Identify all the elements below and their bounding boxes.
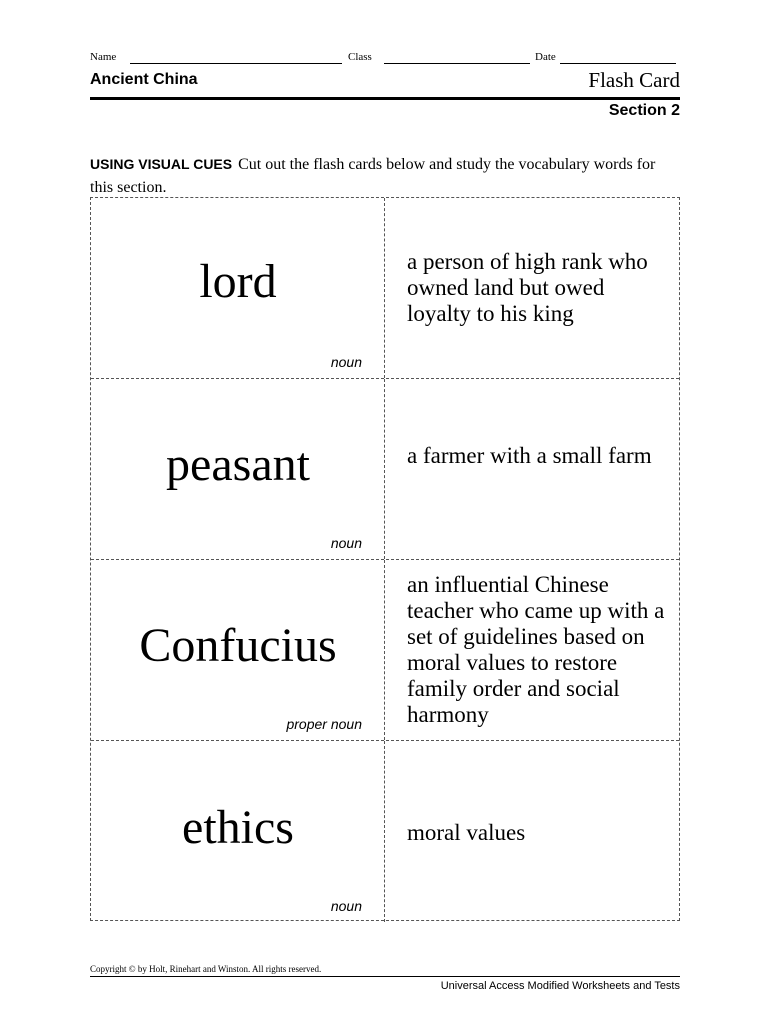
card-back: [385, 379, 679, 559]
card-part-of-speech: noun: [330, 898, 362, 914]
card-definition: an influential Chinese teacher who came up with a set of guidelines based on moral values to restore family order and social harmony: [407, 572, 665, 727]
flash-card-row: [91, 560, 679, 741]
unit-title: Ancient China: [90, 71, 198, 88]
card-term: Confucius: [139, 619, 337, 672]
sheet-type: Flash Card: [588, 68, 680, 92]
header-rule: [90, 97, 680, 100]
card-front: [91, 560, 385, 740]
card-part-of-speech: proper noun: [286, 716, 362, 732]
flash-card-row: [91, 379, 679, 560]
card-definition: a person of high rank who owned land but owed loyalty to his king: [407, 249, 648, 326]
card-back: [385, 741, 679, 922]
instructions-text: Cut out the flash cards below and study the vocabulary words for this section.: [90, 156, 656, 196]
book-title: Universal Access Modified Worksheets and Tests: [440, 980, 680, 992]
card-definition: moral values: [407, 820, 526, 845]
class-label: Class: [348, 51, 372, 63]
card-front: [91, 379, 385, 559]
flash-card-row: [91, 198, 679, 379]
flash-card-grid: [90, 197, 680, 921]
card-front: [91, 741, 385, 922]
instructions: [90, 153, 680, 199]
section-label: Section 2: [608, 102, 680, 119]
title-row: [90, 68, 680, 94]
card-part-of-speech: noun: [330, 354, 362, 370]
card-term: peasant: [166, 438, 310, 491]
flash-card-row: [91, 741, 679, 922]
name-blank: [130, 63, 342, 64]
instructions-cue: USING VISUAL CUES: [90, 156, 233, 172]
card-term: ethics: [182, 801, 294, 854]
card-front: [91, 198, 385, 378]
date-blank: [560, 63, 676, 64]
copyright-notice: Copyright © by Holt, Rinehart and Winston. All rights reserved.: [90, 964, 322, 974]
card-back: [385, 560, 679, 740]
card-term: lord: [199, 255, 277, 308]
footer-rule: [90, 976, 680, 977]
card-part-of-speech: noun: [330, 535, 362, 551]
card-back: [385, 198, 679, 378]
name-label: Name: [90, 51, 117, 63]
date-label: Date: [535, 51, 556, 63]
card-definition: a farmer with a small farm: [407, 443, 652, 468]
student-info-line: [90, 51, 680, 67]
class-blank: [384, 63, 530, 64]
